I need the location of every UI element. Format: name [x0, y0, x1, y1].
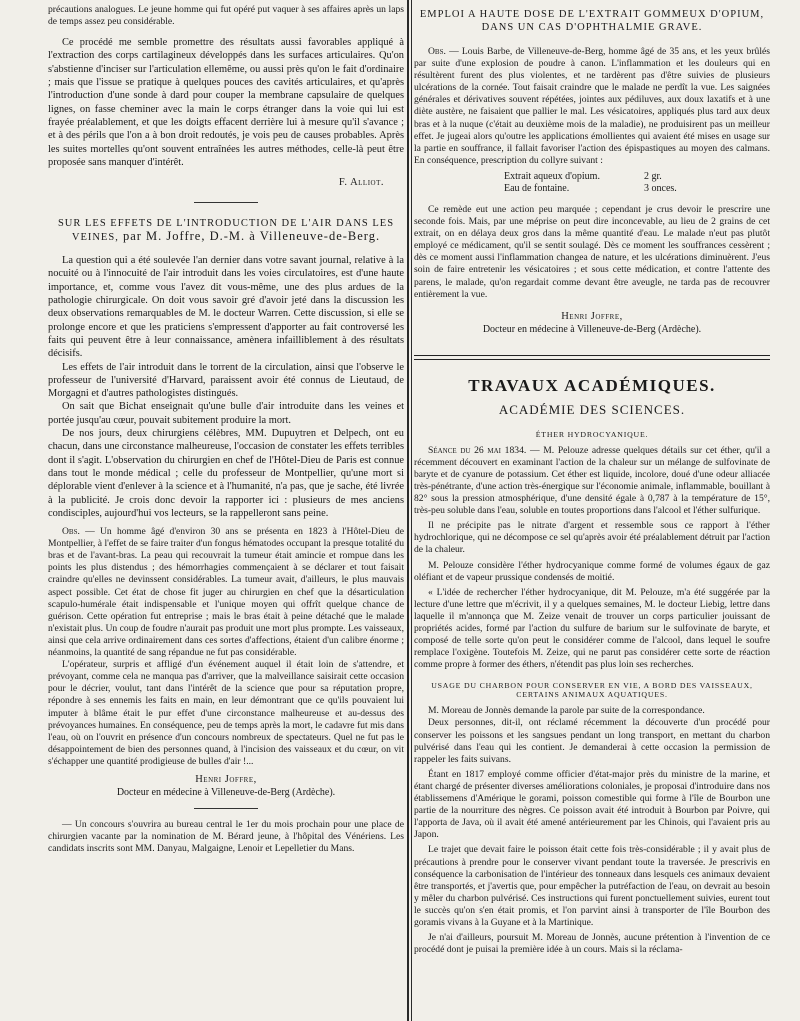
left-column — [48, 4, 404, 1017]
signature-joffre-2-title: Docteur en médecine à Villeneuve-de-Berg (Ardèche). — [482, 323, 702, 335]
article-title-veines: VEINES, — [71, 232, 119, 244]
signature-alliot: F. Alliot. — [338, 177, 384, 189]
right-column — [414, 4, 770, 1017]
section-heading: TRAVAUX ACADÉMIQUES. — [468, 375, 716, 395]
paragraph-alliot: Ce procédé me semble promettre des résultats aussi favorables appliqué à l'extraction des corps cartilagineux développés dans les surfaces articulaires. Qu'on s'abstienne d'inciser sur l'articulation ellemême, ou aussi près qu'on le fait d'ordinaire ; mais que l'issue se pratique à quelques pouces des cavités articulaires, et qu'après l'introduction d'une sonde à dard pour couper la membrane capsulaire de quelques lignes, on fasse cheminer avec la main le corps étranger dans la voie qui lui est frayée préalablement, et que les doigts effacent derrière lui à mesure qu'il s'avance ; et à des périls que l'on a à bon droit redoutés, je vois peu de causes probables. Après les suites mortelles qu'ont souvent entraînées les autres méthodes, celle-là peut être proposée sans manquer d'intérêt. — [48, 37, 404, 168]
paragraph-trajet: Le trajet que devait faire le poisson était cette fois très-considérable ; il y avait plus de précautions à prendre pour le conserver vivant pendant toute la traversée. Je prescrivis en conséquence la carbonisation de l'intérieur des tonneaux dans lesquels ces animaux devaient être transportés, et j'avertis que, pour empêcher la putréfaction de l'eau, on devrait au besoin y mêler du charbon pulvérisé. Ces instructions qui furent ponctuellement suivies, eurent tout le succès qu'on s'en était promis, et l'on parvint ainsi à transporter de l'île Bourbon des goramis vivans à la Guyane et à la Martinique. — [414, 844, 770, 928]
academy-heading: ACADÉMIE DES SCIENCES. — [498, 401, 686, 417]
opium-title-line2: DANS UN CAS D'OPHTHALMIE GRAVE. — [481, 22, 703, 33]
seance-text: — M. Pelouze adresse quelques détails sur cet éther, qu'il a récemment découvert en examinant l'action de la chaleur sur un mélange de sulfovinate de baryte et de cyanure de potassium. Cet éther est liquide, incolore, doué d'une odeur alliacée très-pénétrante, d'une action très-énergique sur l'économie animale, inflammable, bouillant à 82° sous la pression atmosphérique, d'une densité égale à 0,787 à la température de 15°, très-peu soluble dans l'eau, soluble en toutes proportions dans l'alcool et l'éther sulfurique. — [414, 444, 770, 517]
article-title-author: par M. Joffre, D.-M. à Villeneuve-de-Berg. — [122, 229, 381, 244]
paragraph-deux: Deux personnes, dit-il, ont réclamé récemment la découverte d'un procédé pour conserver les poissons et les sangsues pendant un long transport, en mettant du charbon pulvérisé dans l'eau qui les contient. Je demanderai à cette occasion la permission de rappeler les faits suivans. — [414, 717, 770, 765]
prescription — [504, 171, 770, 196]
separator — [194, 808, 258, 809]
signature-joffre-2: Henri Joffre, — [561, 310, 623, 322]
prescription-dose-2: 3 onces. — [644, 183, 677, 195]
usage-heading-2: CERTAINS ANIMAUX AQUATIQUES. — [516, 690, 668, 700]
separator — [194, 202, 258, 203]
prescription-dose-1: 2 gr. — [644, 170, 662, 182]
prescription-line-2 — [504, 183, 770, 196]
prescription-item-1: Extrait aqueux d'opium. — [504, 170, 600, 182]
paragraph-3: On sait que Bichat enseignait qu'une bulle d'air introduite dans les veines et portée jusqu'au cœur, pouvait subitement produire la mort. — [48, 401, 404, 426]
paragraph-remede: Ce remède eut une action peu marquée ; cependant je crus devoir le prescrire une seconde fois. Mais, par une méprise on peut dire inconcevable, au lieu de 2 grains de cet extrait, on en délaya deux gros dans la même quantité d'eau. Le malade n'eut pas plutôt employé ce médicament, qu'il se sentit soulagé. Dès ce moment les souffrances cessèrent ; dès ce moment aussi l'inflammation changea de nature, et les ulcérations diminuèrent. J'eus soin de faire entretenir les vésicatoires ; et sous cette médication, et contre l'attente des parens, le malade, qu'on regardait comme devant être aveugle, ne tarda pas de recouvrer entièrement la vue. — [414, 203, 770, 300]
opium-title-line1: EMPLOI A HAUTE DOSE DE L'EXTRAIT GOMMEUX D'OPIUM, — [419, 9, 765, 20]
observation-1 — [48, 526, 404, 659]
seance-label: Séance du 26 mai 1834. — [428, 444, 527, 456]
paragraph-1817: Étant en 1817 employé comme officier d'état-major près du ministre de la marine, et étant chargé de présenter diverses améliorations coloniales, je proposai d'introduire dans nos établissemens d'Amérique le gorami, poisson comestible qui forme à l'île de Bourbon une partie de la nourriture des nègres. Ce poisson avait été introduit à Bourbon par Poivre, qui l'apporta de Java, où il avait été amené antérieurement par les Chinois, qui l'avaient pris au Japon. — [414, 768, 770, 841]
observation-2: L'opérateur, surpris et affligé d'un événement auquel il était loin de s'attendre, et prévoyant, comme cela ne manqua pas d'arriver, que la malveillance saisirait cette occasion pour le décrier, voulut, tant dans l'intérêt de la science que pour sa réputation propre, répondre à ses ennemis les faits en main, en leur démontrant que ce qu'ils pouvaient lui imputer à blâme était le pur effet d'une circonstance malheureuse et au-dessus des prévoyances humaines. En conséquence, peu de temps après la mort, le cadavre fut mis dans l'eau, où on l'ouvrit en présence d'un concours nombreux de spectateurs. Quel ne fut pas le désappointement de bien des personnes quand, à l'incision des vaisseaux et du cœur, on vit s'échapper une quantité prodigieuse de bulles d'air !... — [48, 659, 404, 767]
signature-joffre-title: Docteur en médecine à Villeneuve-de-Berg (Ardèche). — [116, 786, 336, 798]
observation-1-text: — Un homme âgé d'environ 30 ans se présenta en 1823 à l'Hôtel-Dieu de Montpellier, à l'effet de se faire traiter d'un fongus hématodes occupant la presque totalité du bras et de l'avant-bras. La peau qui recouvrait la tumeur était amincie et rompue dans les points les plus distendus ; des hémorrhagies commençaient à se déclarer et tout faisait craindre qu'elles ne devinssent considérables. La tumeur avait, d'ailleurs, le plus mauvais aspect possible. Cet état de chose fit juger au chirurgien en chef que la désarticulation scapulo-humérale était indispensable et l'unique moyen qui offrît quelque chance de guérison. Cette opération fut entreprise ; mais le bras était à peine détaché que le malade n'existait plus. Un coup de foudre n'aurait pas produit une mort plus prompte. Les vaisseaux, ainsi que cela arrive ordinairement dans ces sortes d'affections, étaient d'un calibre énorme ; néanmoins, la quantité de sang répandue ne fut pas considérable. — [48, 526, 404, 659]
paragraph-seance — [414, 445, 770, 518]
paragraph-1: La question qui a été soulevée l'an dernier dans votre savant journal, relative à la nocuité ou à l'innocuité de l'air introduit dans les voies circulatoires, est d'une haute importance, et, comme vous l'avez dit vous-même, une des plus ardues de la pathologie chirurgicale. On doit vous savoir gré d'avoir jeté dans la discussion les deux observations remarquables de M. le docteur Warren. Cette discussion, si elle se prolonge encore et que les praticiens s'empressent d'apporter au fait controversé les faits qui peuvent être à leur connaissance, amènera infailliblement à des résultats décisifs. — [48, 255, 404, 360]
prescription-line-1 — [504, 171, 770, 184]
paragraph-pelouze: M. Pelouze considère l'éther hydrocyanique comme formé de volumes égaux de gaz oléfiant et de vapeur prussique condensés de moitié. — [414, 559, 770, 583]
article-title — [48, 217, 404, 244]
column-divider — [407, 0, 409, 1021]
paragraph-moreau: M. Moreau de Jonnès demande la parole par suite de la correspondance. — [428, 705, 705, 717]
ether-heading: ÉTHER HYDROCYANIQUE. — [535, 429, 649, 439]
column-divider-thin — [411, 0, 412, 1021]
section-rule — [414, 355, 770, 360]
paragraph-2: Les effets de l'air introduit dans le torrent de la circulation, ainsi que l'observe le professeur de l'université d'Harvard, paraissent avoir été connus de Lieutaud, de Morgagni et d'autres pathologistes distingués. — [48, 361, 404, 400]
paragraph-idee: « L'idée de rechercher l'éther hydrocyanique, dit M. Pelouze, m'a été suggérée par la lecture d'une lettre que m'écrivit, il y a quelques semaines, M. le docteur Liebig, lettre dans laquelle il m'annonça que M. Zeize venait de trouver un corps particulier jouissant de propriétés acides, formé par l'action du sulfure de barium sur le sulfovinate de baryte, et composé de telle sorte qu'on peut le considérer comme de l'alcool, dans lequel le soufre remplace l'oxigène. Toutefois M. Zeize, qui ne parut pas considérer cette sorte de réaction comme propre à former des éthers, n'étendit pas plus loin ses recherches. — [414, 586, 770, 671]
prescription-item-2: Eau de fontaine. — [504, 183, 570, 195]
article-title-line1: SUR LES EFFETS DE L'INTRODUCTION DE L'AIR DANS LES — [57, 218, 395, 230]
usage-heading-1: USAGE DU CHARBON POUR CONSERVER EN VIE, A BORD DES VAISSEAUX, — [431, 681, 753, 691]
paragraph-4: De nos jours, deux chirurgiens célèbres, MM. Dupuytren et Delpech, ont eu chacun, dans une circonstance malheureuse, l'occasion de constater les effets terribles dont il s'agit. L'observation du chirurgien en chef de l'Hôtel-Dieu de Paris est connue dans tout le monde médical ; celle du professeur de Montpellier, qu'une mort si déplorable vient d'enlever à la science et à l'humanité, n'a pas, que je sache, été livrée à la publicité. Je crois donc devoir la rapporter ici : plusieurs de mes anciens condisciples, aujourd'hui vos lecteurs, se la rappelleront sans peine. — [48, 428, 404, 519]
paragraph-precipite: Il ne précipite pas le nitrate d'argent et ressemble sous ce rapport à l'éther hydrochlorique, qui ne décompose ce sel qu'après avoir été préalablement détruit par l'action de la chaleur. — [414, 520, 770, 556]
obs-label: Obs. — [62, 526, 80, 538]
paragraph-concours: — Un concours s'ouvrira au bureau central le 1er du mois prochain pour une place de chirurgien vacante par la nomination de M. Bérard jeune, à l'hôpital des Vénériens. Les candidats inscrits sont MM. Danyau, Malgaigne, Lenoir et Lepelletier du Mans. — [48, 818, 404, 855]
opium-observation-text: — Louis Barbe, de Villeneuve-de-Berg, homme âgé de 35 ans, et les yeux brûlés par suite d'une explosion de poudre à canon. L'inflammation et les douleurs qui en résultèrent furent des plus violentes, et ne tardèrent pas d'être suivies de plusieurs ulcérations de la cornée. Tout faisait craindre que le malade ne perdît la vue. Les saignées générales et dérivatives souvent répétées, jointes aux pédiluves, aux doux laxatifs et à une diète austère, ne faisaient que pallier le mal. Les vésicatoires, appliqués plus tard aux deux bras et à la nuque (c'était au deuxième mois de la maladie), ne produisirent pas un meilleur effet. Je jugeai alors qu'outre les applications émollientes qui avaient été mises en usage sur la partie en souffrance, il fallait favoriser l'action des épispastiques au moyen des calmans. En conséquence, prescription du collyre suivant : — [414, 46, 770, 166]
obs-label: Obs. — [428, 46, 446, 57]
paragraph-fin: Je n'ai d'ailleurs, poursuit M. Moreau de Jonnès, aucune prétention à l'invention de ce procédé dont je puisai la première idée à un cours. Mais si la réclama- — [414, 932, 770, 956]
opium-observation — [414, 46, 770, 167]
article-title-line2 — [48, 230, 404, 244]
signature-joffre: Henri Joffre, — [195, 773, 257, 785]
opium-title — [414, 8, 770, 34]
paragraph-top: précautions analogues. Le jeune homme qui fut opéré put vaquer à ses affaires après un laps de temps assez peu considérable. — [48, 4, 404, 28]
